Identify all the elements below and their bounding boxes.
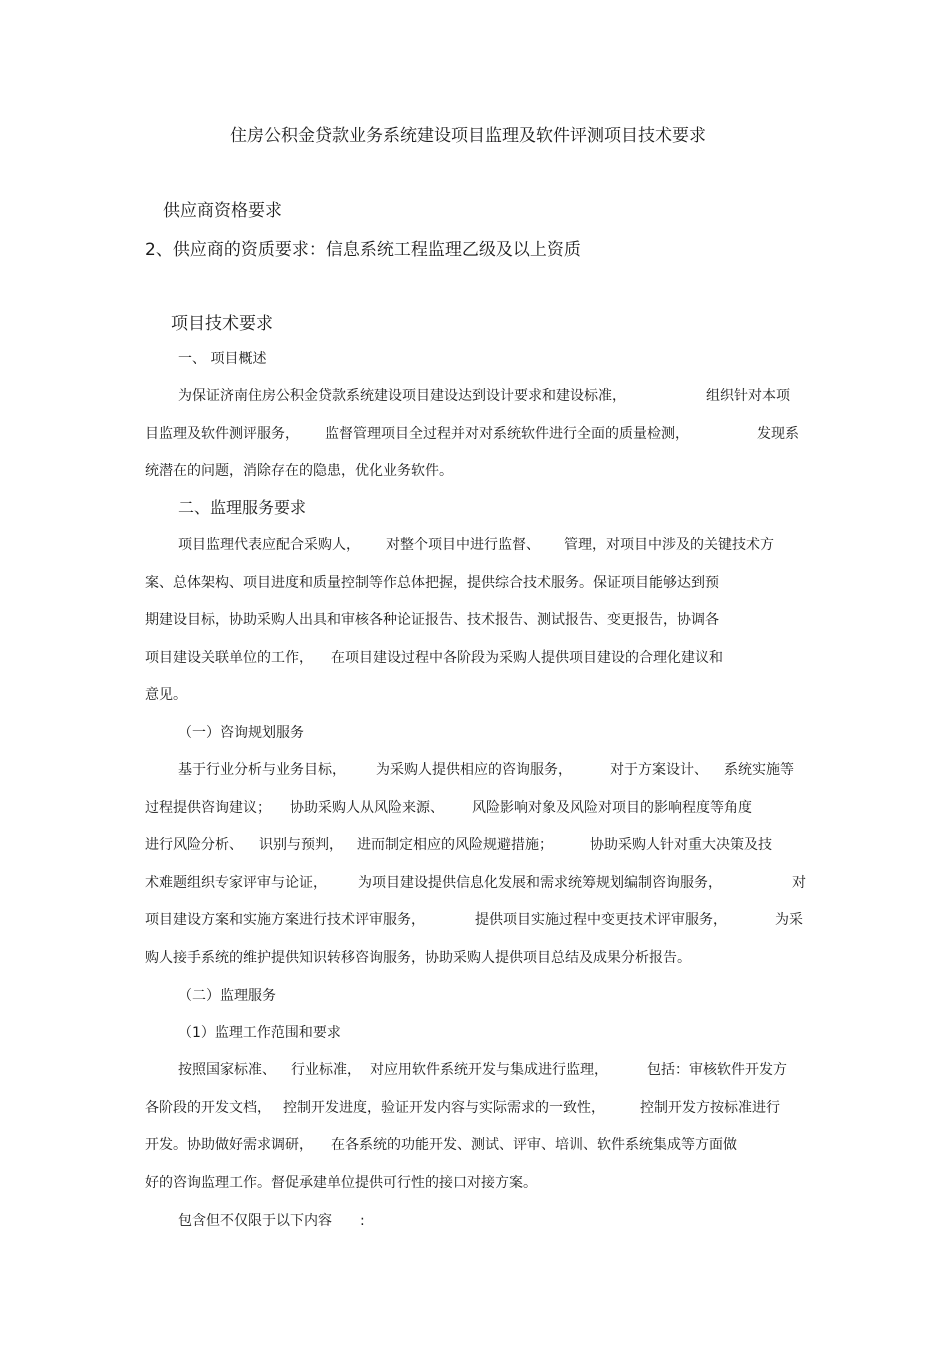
paragraph-line: 项目建设方案和实施方案进行技术评审服务， <box>145 912 425 928</box>
paragraph-line: 案、总体架构、项目进度和质量控制等作总体把握，提供综合技术服务。保证项目能够达到预 <box>145 575 719 591</box>
paragraph-line: 发现系 <box>757 426 799 442</box>
paragraph-line: 为采 <box>775 912 803 928</box>
paragraph-line: 项目建设关联单位的工作， <box>145 650 313 666</box>
paragraph-line: 项目监理代表应配合采购人， <box>178 537 360 553</box>
paragraph-line: 开发。协助做好需求调研， <box>145 1137 313 1153</box>
paragraph-line: 提供项目实施过程中变更技术评审服务， <box>475 912 727 928</box>
paragraph-line: 购人接手系统的维护提供知识转移咨询服务，协助采购人提供项目总结及成果分析报告。 <box>145 950 691 966</box>
heading-supplier-qualification: 供应商资格要求 <box>163 201 282 221</box>
paragraph-line: 对于方案设计、 <box>610 762 708 778</box>
paragraph-line: 对应用软件系统开发与集成进行监理， <box>370 1062 608 1078</box>
paragraph-line: 术难题组织专家评审与论证， <box>145 875 327 891</box>
heading-supervision-requirements: 二、监理服务要求 <box>178 498 307 517</box>
supplier-requirement: 2、供应商的资质要求：信息系统工程监理乙级及以上资质 <box>145 240 581 260</box>
paragraph-line: 识别与预判， <box>259 837 343 853</box>
paragraph-line: 对整个项目中进行监督、 <box>386 537 540 553</box>
paragraph-line: 各阶段的开发文档， <box>145 1100 271 1116</box>
heading-monitoring-service: （二）监理服务 <box>178 988 276 1004</box>
paragraph-line: 包含但不仅限于以下内容 <box>178 1213 332 1229</box>
paragraph-line: 目监理及软件测评服务， <box>145 426 299 442</box>
paragraph-line: 组织针对本项 <box>706 388 790 404</box>
paragraph-line: 期建设目标，协助采购人出具和审核各种论证报告、技术报告、测试报告、变更报告，协调各 <box>145 612 719 628</box>
heading-scope-and-requirements: （1）监理工作范围和要求 <box>178 1025 341 1041</box>
paragraph-line: 管理，对项目中涉及的关键技术方 <box>564 537 774 553</box>
paragraph-line: 行业标准， <box>291 1062 361 1078</box>
paragraph-line: 进行风险分析、 <box>145 837 243 853</box>
paragraph-line: 意见。 <box>145 687 187 703</box>
paragraph-line: 协助采购人从风险来源、 <box>290 800 444 816</box>
paragraph-line: 好的咨询监理工作。督促承建单位提供可行性的接口对接方案。 <box>145 1175 537 1191</box>
heading-project-overview: 一、 项目概述 <box>178 351 267 367</box>
paragraph-line: 为保证济南住房公积金贷款系统建设项目建设达到设计要求和建设标准， <box>178 388 626 404</box>
document-title: 住房公积金贷款业务系统建设项目监理及软件评测项目技术要求 <box>230 126 706 146</box>
paragraph-line: 基于行业分析与业务目标， <box>178 762 346 778</box>
paragraph-line: : <box>360 1213 365 1229</box>
paragraph-line: 对 <box>792 875 806 891</box>
paragraph-line: 系统实施等 <box>724 762 794 778</box>
paragraph-line: 监督管理项目全过程并对对系统软件进行全面的质量检测， <box>325 426 689 442</box>
paragraph-line: 控制开发进度，验证开发内容与实际需求的一致性， <box>283 1100 605 1116</box>
heading-consulting-service: （一）咨询规划服务 <box>178 725 304 741</box>
paragraph-line: 在项目建设过程中各阶段为采购人提供项目建设的合理化建议和 <box>331 650 723 666</box>
paragraph-line: 包括：审核软件开发方 <box>647 1062 787 1078</box>
paragraph-line: 为项目建设提供信息化发展和需求统筹规划编制咨询服务， <box>358 875 722 891</box>
paragraph-line: 过程提供咨询建议； <box>145 800 271 816</box>
paragraph-line: 进而制定相应的风险规避措施； <box>357 837 553 853</box>
heading-tech-requirements: 项目技术要求 <box>171 314 273 334</box>
paragraph-line: 统潜在的问题，消除存在的隐患，优化业务软件。 <box>145 463 453 479</box>
paragraph-line: 在各系统的功能开发、测试、评审、培训、软件系统集成等方面做 <box>331 1137 737 1153</box>
paragraph-line: 协助采购人针对重大决策及技 <box>590 837 772 853</box>
paragraph-line: 为采购人提供相应的咨询服务， <box>376 762 572 778</box>
paragraph-line: 风险影响对象及风险对项目的影响程度等角度 <box>472 800 752 816</box>
paragraph-line: 控制开发方按标准进行 <box>640 1100 780 1116</box>
paragraph-line: 按照国家标准、 <box>178 1062 276 1078</box>
